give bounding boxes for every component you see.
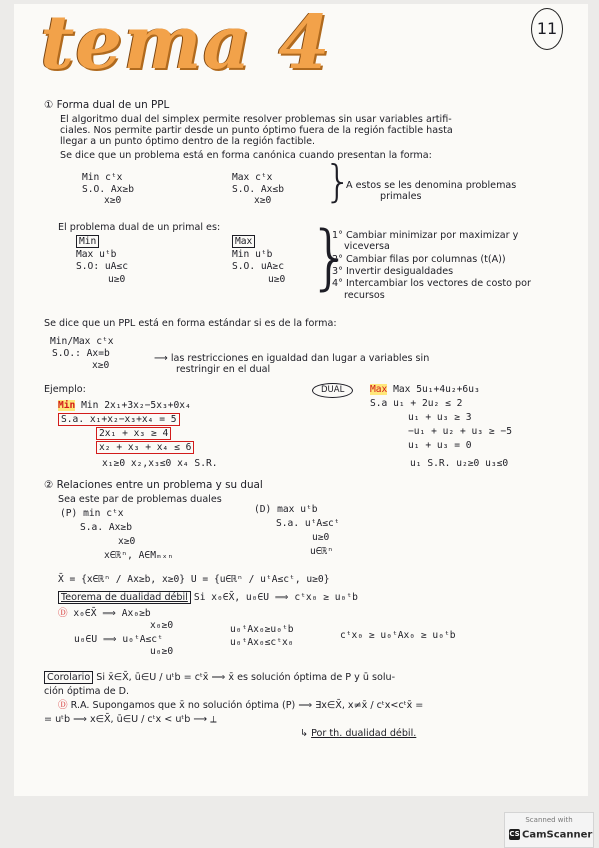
std-note-text: las restricciones en igualdad dan lugar a variables sin — [170, 353, 430, 364]
ex-primal-c2 — [96, 428, 171, 439]
section-2-intro: Sea este par de problemas duales — [58, 494, 222, 505]
ex-primal-c2-text: 2x₁ + x₃ ≥ 4 — [96, 427, 171, 440]
dual-intro: El problema dual de un primal es: — [58, 222, 221, 233]
weak-duality-title: Teorema de dualidad débil — [58, 591, 191, 604]
ex-primal-obj-text: Min 2x₁+3x₂−5x₃+0x₄ — [81, 400, 191, 411]
proof-mid-2: u₀ᵗAx₀≤cᵗx₀ — [230, 637, 294, 648]
canon-note-2: primales — [380, 191, 422, 202]
primal-line-3: S.O: uA≤c — [76, 261, 128, 272]
camscanner-logo — [509, 829, 592, 841]
proof-mid-1: u₀ᵗAx₀≥u₀ᵗb — [230, 624, 294, 635]
weak-duality — [58, 592, 358, 603]
intro-line-1: El algoritmo dual del simplex permite resolver problemas sin usar variables artifi- — [60, 114, 452, 125]
corollary-end: ↳ Por th. dualidad débil. — [300, 728, 417, 739]
corollary-title: Corolario — [44, 671, 93, 684]
rule-4b: recursos — [344, 290, 385, 301]
primal-min-box: Min — [76, 235, 99, 248]
ex-dual-signs: u₁ S.R. u₂≥0 u₃≤0 — [410, 458, 509, 469]
dual-line-2: Min uᵗb — [232, 249, 273, 260]
section-1-heading: ① Forma dual de un PPL — [44, 99, 170, 111]
canon-note-1: A estos se les denomina problemas — [346, 180, 517, 191]
intro-line-4: Se dice que un problema está en forma canónica cuando presentan la forma: — [60, 150, 432, 161]
number-badge-2: ② — [44, 479, 54, 491]
feasible-sets: X̄ = {x∈ℝⁿ / Ax≥b, x≥0} U = {u∈ℝⁿ / uᵗA≤cᵗ, u≥0} — [58, 574, 330, 585]
ex-dual-c3: −u₁ + u₂ + u₃ ≥ −5 — [408, 426, 512, 437]
curly-brace: } — [324, 156, 352, 207]
primal-min-label — [76, 236, 99, 247]
rule-4: 4° Intercambiar los vectores de costo por — [332, 278, 531, 289]
ex-dual-c4: u₁ + u₃ = 0 — [408, 440, 472, 451]
p-line-4: x∈ℝⁿ, A∈Mₘₓₙ — [104, 550, 174, 561]
primal-line-4: u≥0 — [108, 274, 126, 285]
d-line-4: u∈ℝⁿ — [310, 546, 334, 557]
ex-primal-c1-text: S.a. x₁+x₂−x₃+x₄ = 5 — [58, 413, 180, 426]
d-line-1: (D) max uᵗb — [254, 504, 318, 515]
ex-primal-objective — [58, 400, 191, 411]
p-line-1: (P) min cᵗx — [60, 508, 124, 519]
proof-line-3: u₀∈U ⟹ u₀ᵗA≤cᵗ — [74, 634, 163, 645]
canon-min-1: Min cᵗx — [82, 172, 123, 183]
rule-3: 3° Invertir desigualdades — [332, 266, 454, 277]
page-title: tema 4 — [40, 0, 331, 86]
canon-max-3: x≥0 — [254, 195, 272, 206]
canon-min-3: x≥0 — [104, 195, 122, 206]
corollary-end-text: Por th. dualidad débil. — [311, 728, 417, 739]
std-line-3: x≥0 — [92, 360, 110, 371]
proof-line-1-text: x₀∈X̄ ⟹ Ax₀≥b — [73, 608, 151, 619]
corollary — [44, 672, 395, 683]
rule-1b: viceversa — [344, 241, 390, 252]
corollary-proof-marker: Ⓓ — [58, 700, 68, 711]
dual-max-label — [232, 236, 255, 247]
dual-max-box: Max — [232, 235, 255, 248]
std-note-1: ⟶ las restricciones en igualdad dan lugar a variables sin — [154, 353, 430, 364]
p-line-2: S.a. Ax≥b — [80, 522, 132, 533]
standard-intro: Se dice que un PPL está en forma estándar si es de la forma: — [44, 318, 337, 329]
d-line-2: S.a. uᵗA≤cᵗ — [276, 518, 340, 529]
proof-line-4: u₀≥0 — [150, 646, 174, 657]
number-badge-1: ① — [44, 99, 54, 111]
ex-dual-objective — [370, 384, 480, 395]
proof-line-1 — [58, 608, 151, 619]
corollary-proof-1-text: R.A. Supongamos que x̄ no solución óptima (P) ⟹ ∃x∈X̄, x≠x̄ / cᵗx<cᵗx̄ = — [70, 700, 424, 711]
canon-max-2: S.O. Ax≤b — [232, 184, 284, 195]
scanned-with-label: Scanned with — [525, 816, 573, 824]
min-highlight: Min — [58, 400, 76, 411]
page-number: 11 — [531, 8, 563, 50]
proof-result: cᵗx₀ ≥ u₀ᵗAx₀ ≥ u₀ᵗb — [340, 630, 456, 641]
proof-line-2: x₀≥0 — [150, 620, 174, 631]
ex-dual-obj-text: Max 5u₁+4u₂+6u₃ — [393, 384, 480, 395]
d-line-3: u≥0 — [312, 532, 330, 543]
corollary-line-1: Si x̄∈X̄, ū∈U / uᵗb = cᵗx̄ ⟹ x̄ es solución óptima de P y ū solu- — [96, 672, 396, 683]
canon-max-1: Max cᵗx — [232, 172, 273, 183]
std-line-2: S.O.: Ax=b — [52, 348, 110, 359]
camscanner-badge — [504, 812, 594, 848]
weak-duality-statement: Si x₀∈X̄, u₀∈U ⟹ cᵗx₀ ≥ u₀ᵗb — [193, 592, 358, 603]
dual-tag: DUAL — [312, 383, 353, 398]
ex-dual-c1: S.a u₁ + 2u₂ ≤ 2 — [370, 398, 463, 409]
ex-primal-c3-text: x₂ + x₃ + x₄ ≤ 6 — [96, 441, 194, 454]
primal-line-2: Max uᵗb — [76, 249, 117, 260]
std-line-1: Min/Max cᵗx — [50, 336, 114, 347]
max-highlight: Max — [370, 384, 388, 395]
rule-2: 2° Cambiar filas por columnas (t(A)) — [332, 254, 506, 265]
camscanner-icon: CS — [509, 830, 520, 838]
example-label: Ejemplo: — [44, 384, 86, 395]
camscanner-name: CamScanner — [522, 829, 593, 841]
intro-line-3: llegar a un punto óptimo dentro de la región factible. — [60, 136, 316, 147]
ex-primal-c3 — [96, 442, 194, 453]
dual-line-3: S.O. uA≥c — [232, 261, 284, 272]
corollary-line-2: ción óptima de D. — [44, 686, 130, 697]
p-line-3: x≥0 — [118, 536, 136, 547]
corollary-proof-1 — [58, 700, 423, 711]
proof-marker: Ⓓ — [58, 608, 68, 619]
dual-line-4: u≥0 — [268, 274, 286, 285]
rule-1: 1° Cambiar minimizar por maximizar y — [332, 230, 519, 241]
section-2-heading: ② Relaciones entre un problema y su dual — [44, 479, 263, 491]
ex-primal-c1 — [58, 414, 180, 425]
corollary-proof-2: = uᵗb ⟹ x∈X̄, ū∈U / cᵗx < uᵗb ⟶ ⟂ — [44, 714, 217, 725]
ex-primal-signs: x₁≥0 x₂,x₃≤0 x₄ S.R. — [102, 458, 218, 469]
ex-dual-c2: u₁ + u₃ ≥ 3 — [408, 412, 472, 423]
canon-min-2: S.O. Ax≥b — [82, 184, 134, 195]
intro-line-2: ciales. Nos permite partir desde un punto óptimo fuera de la región factible hasta — [60, 125, 453, 136]
std-note-2: restringir en el dual — [176, 364, 271, 375]
rules-brace: } — [308, 216, 353, 298]
